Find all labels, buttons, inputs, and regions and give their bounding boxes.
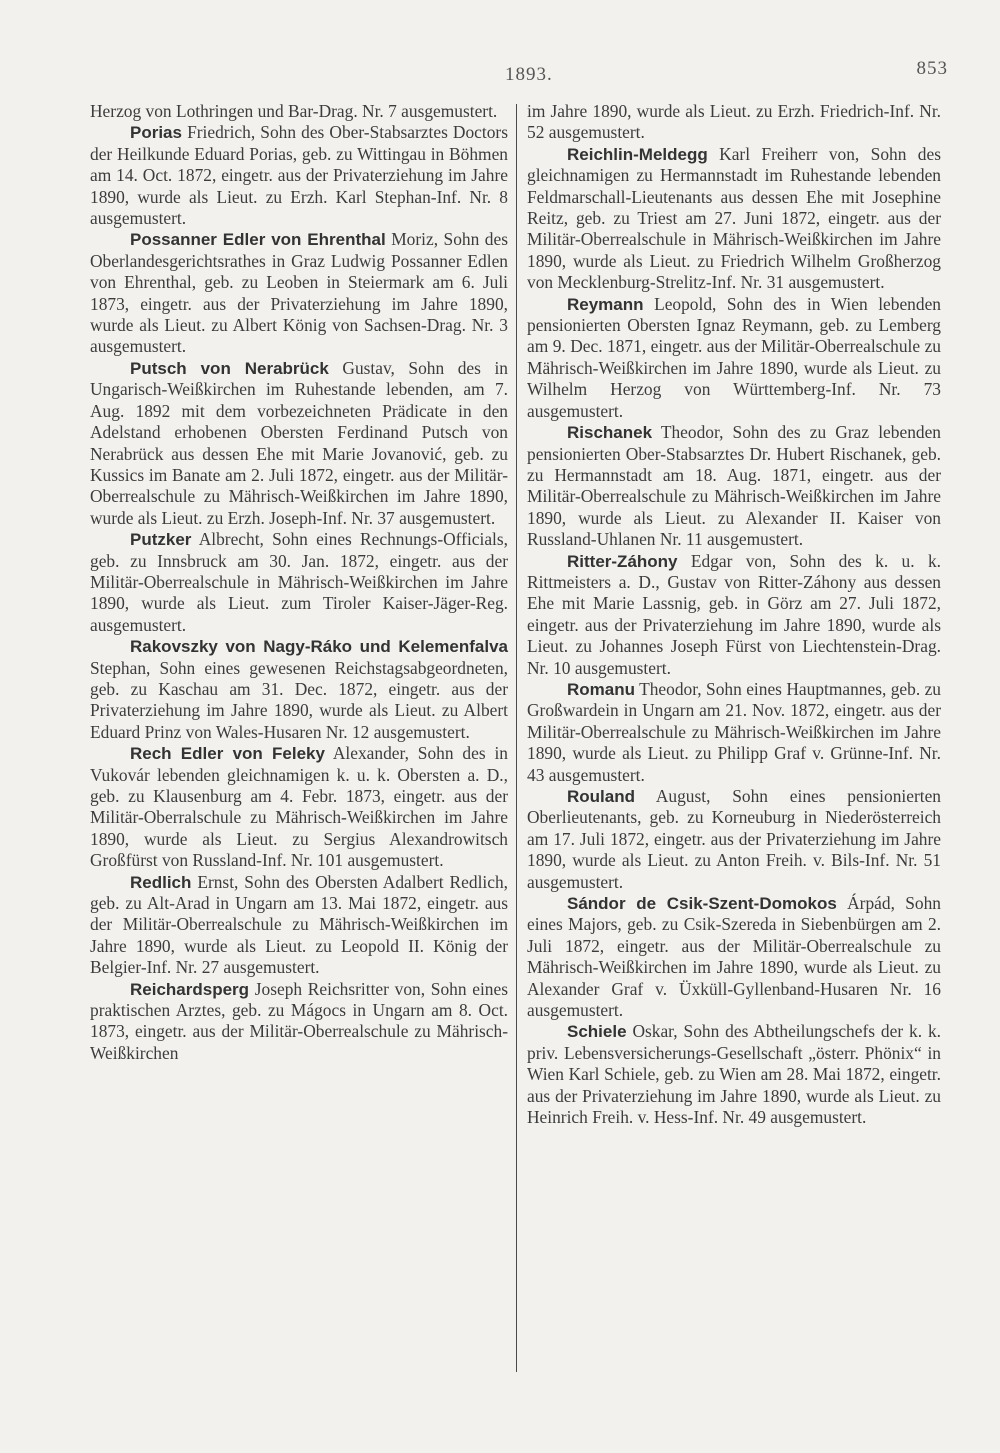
entry-text: Edgar von, Sohn des k. u. k. Rittmeisters a. D., Gustav von Ritter-Záhony aus dessen Ehe mit Marie Lassnig, geb. in Görz am 27. Juli 1872, eingetr. aus der Privaterziehung im Jahre 1890, wurde als Lieut. zu Johannes Joseph Fürst von Liechtenstein-Drag. Nr. 10 ausgemustert. (527, 550, 941, 678)
entry (527, 893, 941, 1021)
entry-name: Reichlin-Meldegg (567, 144, 708, 164)
entry-text: Karl Freiherr von, Sohn des gleichnamigen zu Hermannstadt im Ruhestande lebenden Feldmarschall-Lieutenants aus dessen Ehe mit Josephine Reitz, geb. zu Triest am 27. Juni 1872, eingetr. aus der Militär-Oberrealschule in Mährisch-Weißkirchen im Jahre 1890, wurde als Lieut. zu Friedrich Wilhelm Großherzog von Mecklenburg-Strelitz-Inf. Nr. 31 ausgemustert. (527, 143, 941, 293)
page-year: 1893. (505, 64, 553, 85)
entry-text: Albrecht, Sohn eines Rechnungs-Officials, geb. zu Innsbruck am 30. Jan. 1872, eingetr. aus der Militär-Oberrealschule in Mährisch-Weißkirchen im Jahre 1890, wurde als Lieut. zum Tiroler Kaiser-Jäger-Reg. ausgemustert. (90, 529, 508, 635)
entry (527, 294, 941, 422)
entry-name: Redlich (130, 872, 192, 892)
entry-text: Theodor, Sohn eines Hauptmannes, geb. zu Großwardein in Ungarn am 21. Nov. 1872, eingetr. aus der Militär-Oberrealschule zu Mährisch-Weißkirchen im Jahre 1890, wurde als Lieut. zu Philipp Graf v. Grünne-Inf. Nr. 43 ausgemustert. (527, 678, 941, 785)
entry-text: im Jahre 1890, wurde als Lieut. zu Erzh. Friedrich-Inf. Nr. 52 ausgemustert. (527, 101, 941, 143)
entry (527, 679, 941, 786)
entry-name: Rouland (567, 787, 635, 806)
entry-name: Putsch von Nerabrück (130, 358, 329, 378)
entry-name: Rakovszky von Nagy-Ráko und Kelemenfalva (130, 637, 508, 657)
entry-name: Reichardsperg (130, 979, 250, 999)
entry (90, 979, 508, 1065)
entry-text: Joseph Reichsritter von, Sohn eines praktischen Arztes, geb. zu Mágocs in Ungarn am 8. Oct. 1873, eingetr. aus der Militär-Oberrealschule zu Mährisch-Weißkirchen (90, 978, 508, 1063)
entry (527, 422, 941, 550)
entry-name: Ritter-Záhony (567, 551, 678, 571)
right-column (527, 101, 941, 1129)
entry-text: Theodor, Sohn des zu Graz lebenden pensionierten Ober-Stabsarztes Dr. Hubert Rischanek, geb. zu Hermannstadt am 18. Aug. 1871, eingetr. aus der Militär-Oberrealschule zu Mährisch-Weißkirchen im Jahre 1890, wurde als Lieut. zu Alexander II. Kaiser von Russland-Uhlanen Nr. 11 ausgemustert. (527, 422, 941, 550)
entry-name: Porias (130, 123, 182, 143)
entry (90, 229, 508, 357)
entry (527, 144, 941, 294)
entry-name: Rischanek (567, 423, 653, 443)
entry (527, 551, 941, 679)
entry-name: Rech Edler von Feleky (130, 744, 325, 764)
column-divider (516, 104, 517, 1372)
entry (90, 529, 508, 636)
entry (527, 786, 941, 893)
entry (90, 636, 508, 743)
entry-text: Árpád, Sohn eines Majors, geb. zu Csik-Szereda in Siebenbürgen am 2. Juli 1872, eingetr. aus der Militär-Oberrealschule zu Mährisch-Weißkirchen im Jahre 1890, wurde als Lieut. zu Alexander Graf v. Üxküll-Gyllenband-Husaren Nr. 16 ausgemustert. (527, 893, 942, 1021)
entry-text: Friedrich, Sohn des Ober-Stabsarztes Doctors der Heilkunde Eduard Porias, geb. zu Wittingau in Böhmen am 14. Oct. 1872, eingetr. aus der Privaterziehung im Jahre 1890, wurde als Lieut. zu Erzh. Karl Stephan-Inf. Nr. 8 ausgemustert. (90, 122, 508, 229)
entry-name: Romanu (567, 679, 635, 699)
entry-text: Alexander, Sohn des in Vukovár lebenden gleichnamigen k. u. k. Obersten a. D., geb. zu Klausenburg am 4. Febr. 1873, eingetr. aus der Militär-Oberralschule zu Mährisch-Weißkirchen im Jahre 1890, wurde als Lieut. zu Sergius Alexandrowitsch Großfürst von Russland-Inf. Nr. 101 ausgemustert. (90, 743, 508, 871)
entry-text: Gustav, Sohn des in Ungarisch-Weißkirchen im Ruhestande lebenden, am 7. Aug. 1892 mit dem vorbezeichneten Prädicate in den Adelstand erhobenen Obersten Ferdinand Putsch von Nerabrück aus dessen Ehe mit Marie Jovanović, geb. zu Kussics im Banate am 2. Juli 1872, eingetr. aus der Militär-Oberrealschule zu Mährisch-Weißkirchen im Jahre 1890, wurde als Lieut. zu Erzh. Joseph-Inf. Nr. 37 ausgemustert. (90, 357, 508, 528)
entry-name: Possanner Edler von Ehrenthal (130, 230, 386, 250)
entry-name: Putzker (130, 530, 192, 550)
entry-text: Oskar, Sohn des Abtheilungschefs der k. k. priv. Lebensversicherungs-Gesellschaft „österr. Phönix“ in Wien Karl Schiele, geb. zu Wien am 28. Mai 1872, eingetr. aus der Privaterziehung im Jahre 1890, wurde als Lieut. zu Heinrich Freih. v. Hess-Inf. Nr. 49 ausgemustert. (527, 1021, 941, 1128)
entry (90, 872, 508, 979)
entry (90, 743, 508, 871)
page-number: 853 (916, 58, 948, 79)
left-column (90, 101, 508, 1064)
entry-text: Stephan, Sohn eines gewesenen Reichstagsabgeordneten, geb. zu Kaschau am 31. Dec. 1872, eingetr. aus der Privaterziehung im Jahre 1890, wurde als Lieut. zu Albert Eduard Prinz von Wales-Husaren Nr. 12 ausgemustert. (90, 657, 508, 742)
entry (90, 122, 508, 229)
entry-name: Sándor de Csik-Szent-Domokos (567, 894, 837, 914)
entry-name: Reymann (567, 294, 644, 314)
entry (90, 358, 508, 529)
entry-text: Ernst, Sohn des Obersten Adalbert Redlich, geb. zu Alt-Arad in Ungarn am 13. Mai 1872, eingetr. aus der Militär-Oberrealschule zu Mährisch-Weißkirchen im Jahre 1890, wurde als Lieut. zu Leopold II. König der Belgier-Inf. Nr. 27 ausgemustert. (90, 871, 508, 978)
entry-continuation (90, 101, 508, 122)
entry (527, 1021, 941, 1128)
entry-text: Moriz, Sohn des Oberlandesgerichtsrathes in Graz Ludwig Possanner Edlen von Ehrenthal, geb. zu Leoben in Steiermark am 6. Juli 1873, eingetr. aus der Privaterziehung im Jahre 1890, wurde als Lieut. zu Albert König von Sachsen-Drag. Nr. 3 ausgemustert. (90, 229, 508, 357)
entry-text: Herzog von Lothringen und Bar-Drag. Nr. 7 ausgemustert. (90, 101, 498, 121)
entry-text: August, Sohn eines pensionierten Oberlieutenants, geb. zu Korneuburg in Niederösterreich am 17. Juli 1872, eingetr. aus der Privaterziehung im Jahre 1890, wurde als Lieut. zu Anton Freih. v. Bils-Inf. Nr. 51 ausgemustert. (527, 786, 941, 892)
entry-text: Leopold, Sohn des in Wien lebenden pensionierten Obersten Ignaz Reymann, geb. zu Lemberg am 9. Dec. 1871, eingetr. aus der Militär-Oberrealschule zu Mährisch-Weißkirchen im Jahre 1890, wurde als Lieut. zu Wilhelm Herzog von Württemberg-Inf. Nr. 73 ausgemustert. (527, 293, 941, 421)
entry-continuation (527, 101, 941, 144)
page-header (0, 58, 1000, 88)
entry-name: Schiele (567, 1022, 627, 1042)
